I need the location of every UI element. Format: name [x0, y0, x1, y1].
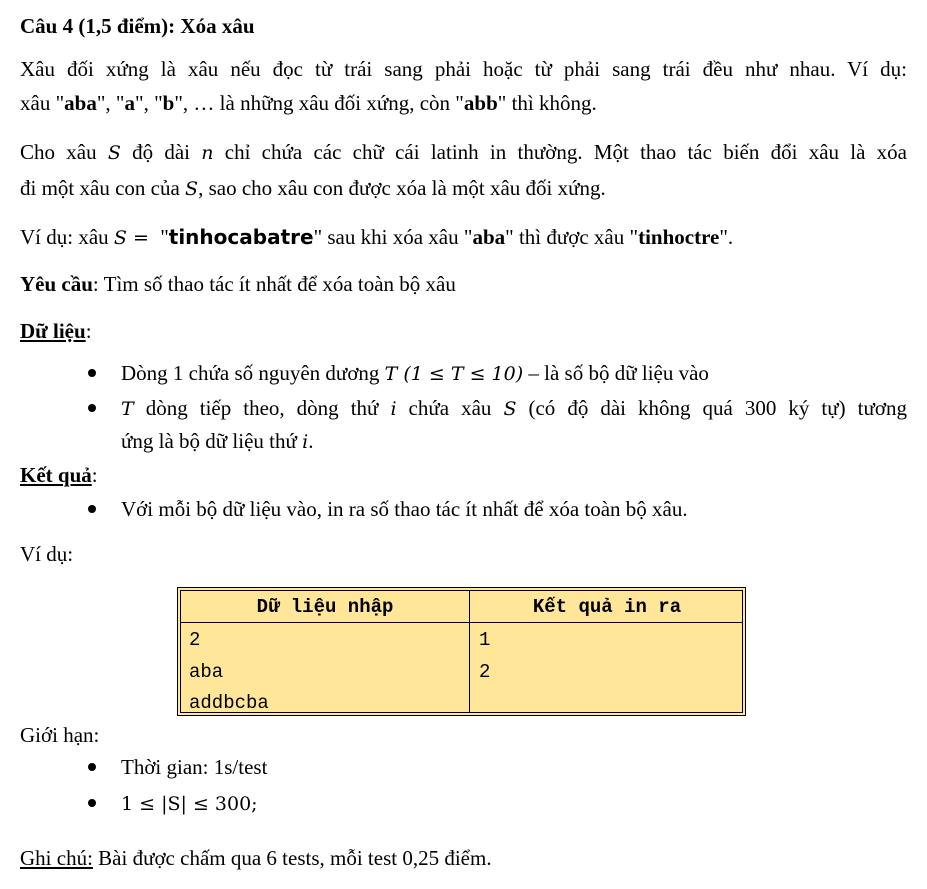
intro-line-1: Xâu đối xứng là xâu nếu đọc từ trái sang phải hoặc từ phải sang trái đều như nhau. Ví dụ:	[20, 57, 907, 81]
desc-line-2: đi một xâu con của S, sao cho xâu con được xóa là một xâu đối xứng.	[20, 176, 606, 200]
input-bullet-2-line-2: ứng là bộ dữ liệu thứ i.	[121, 429, 314, 453]
problem-title: Câu 4 (1,5 điểm): Xóa xâu	[20, 14, 255, 38]
output-bullet-1: Với mỗi bộ dữ liệu vào, in ra số thao tác ít nhất để xóa toàn bộ xâu.	[121, 497, 688, 521]
limits-heading: Giới hạn:	[20, 723, 100, 747]
output-cell-line: 2	[479, 661, 491, 683]
limit-size: 1 ≤ |S| ≤ 300;	[121, 793, 258, 815]
example-label: Ví dụ:	[20, 542, 74, 566]
output-cell-line: 1	[479, 629, 491, 651]
header-divider	[181, 622, 742, 623]
requirement: Yêu cầu: Tìm số thao tác ít nhất để xóa toàn bộ xâu	[20, 272, 456, 296]
bullet-icon	[86, 360, 100, 386]
bullet-icon	[86, 754, 100, 780]
bullet-icon	[86, 395, 100, 421]
input-bullet-1: Dòng 1 chứa số nguyên dương T (1 ≤ T ≤ 10) – là số bộ dữ liệu vào	[121, 361, 709, 385]
intro-line-2: xâu "aba", "a", "b", … là những xâu đối xứng, còn "abb" thì không.	[20, 91, 597, 115]
sample-table	[177, 587, 746, 716]
bullet-icon	[86, 496, 100, 522]
table-header-output: Kết quả in ra	[532, 596, 682, 618]
input-cell-line: aba	[189, 661, 224, 683]
limit-time: Thời gian: 1s/test	[121, 755, 268, 779]
output-heading: Kết quả:	[20, 463, 98, 487]
input-cell-line: addbcba	[189, 692, 269, 714]
input-cell-line: 2	[189, 629, 201, 651]
example-sentence: Ví dụ: xâu S = "tinhocabatre" sau khi xóa xâu "aba" thì được xâu "tinhoctre".	[20, 225, 734, 249]
table-header-input: Dữ liệu nhập	[256, 596, 394, 618]
desc-line-1: Cho xâu S độ dài n chỉ chứa các chữ cái latinh in thường. Một thao tác biến đổi xâu là xóa	[20, 140, 907, 164]
bullet-icon	[86, 790, 100, 816]
note: Ghi chú: Bài được chấm qua 6 tests, mỗi test 0,25 điểm.	[20, 846, 492, 870]
input-bullet-2-line-1: T dòng tiếp theo, dòng thứ i chứa xâu S (có độ dài không quá 300 ký tự) tương	[121, 396, 907, 420]
input-heading: Dữ liệu:	[20, 319, 92, 343]
